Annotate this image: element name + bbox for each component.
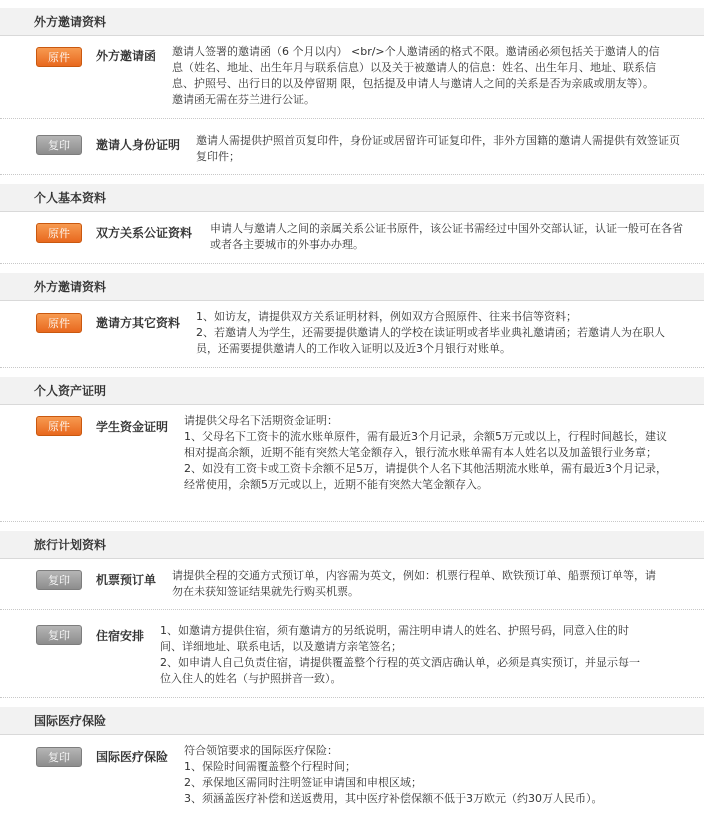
description-line: 请提供父母名下活期资金证明： (184, 414, 338, 427)
requirement-description (172, 568, 658, 600)
section-title: 个人资产证明 (0, 377, 704, 405)
original-button[interactable]: 原件 (36, 313, 82, 333)
dotted-divider (0, 609, 704, 610)
original-button[interactable]: 原件 (36, 416, 82, 436)
description-line: 符合领馆要求的国际医疗保险： (184, 744, 338, 757)
description-line: 请提供全程的交通方式预订单，内容需为英文，例如：机票行程单、欧铁预订单、船票预订单等，请勿在未获知签证结果就先行购买机票。 (172, 569, 656, 598)
copy-button[interactable]: 复印 (36, 625, 82, 645)
requirement-label: 学生资金证明 (96, 420, 169, 434)
original-button[interactable]: 原件 (36, 47, 82, 67)
requirement-description (184, 743, 664, 807)
original-button[interactable]: 原件 (36, 223, 82, 243)
requirement-label: 邀请方其它资料 (96, 316, 181, 330)
requirement-description (210, 221, 688, 253)
description-line: 1、父母名下工资卡的流水账单原件，需有最近3个月记录，余额5万元或以上，行程时间越长，建议相对提高余额，近期不能有突然大笔金额存入，银行流水账单需有本人姓名以及加盖银行业务章； (184, 430, 667, 459)
dotted-divider (0, 118, 704, 119)
section-title: 个人基本资料 (0, 184, 704, 212)
description-line: 1、保险时间需覆盖整个行程时间； (184, 760, 356, 773)
description-line: 2、承保地区需同时注明签证申请国和申根区域； (184, 776, 422, 789)
description-line: 邀请人签署的邀请函（6 个月以内） <br/>个人邀请函的格式不限。邀请函必须包括关于邀请人的信息（姓名、地址、出生年月与联系信息）以及关于被邀请人的信息：姓名、出生年月、地址、联系信息、护照号、出行日的以及停留期 限，包括提及申请人与邀请人之间的关系是否为亲戚或朋友等）。邀请函无需在芬兰进行公证。 (172, 45, 660, 106)
description-line: 2、若邀请人为学生，还需要提供邀请人的学校在读证明或者毕业典礼邀请函；若邀请人为在职人员，还需要提供邀请人的工作收入证明以及近3个月银行对账单。 (196, 326, 665, 355)
description-line: 邀请人需提供护照首页复印件，身份证或居留许可证复印件，非外方国籍的邀请人需提供有效签证页复印件； (196, 134, 680, 163)
requirement-label: 邀请人身份证明 (96, 138, 181, 152)
dotted-divider (0, 367, 704, 368)
requirement-label: 国际医疗保险 (96, 750, 169, 764)
dotted-divider (0, 697, 704, 698)
section-title: 外方邀请资料 (0, 273, 704, 301)
requirement-label: 机票预订单 (96, 573, 157, 587)
description-line: 2、如没有工资卡或工资卡余额不足5万，请提供个人名下其他活期流水账单，需有最近3个月记录，经常使用，余额5万元或以上，近期不能有突然大笔金额存入。 (184, 462, 667, 491)
section-title: 外方邀请资料 (0, 8, 704, 36)
description-line: 申请人与邀请人之间的亲属关系公证书原件，该公证书需经过中国外交部认证，认证一般可在各省或者各主要城市的外事办办理。 (210, 222, 683, 251)
copy-button[interactable]: 复印 (36, 747, 82, 767)
section-title: 旅行计划资料 (0, 531, 704, 559)
requirement-description (196, 309, 676, 357)
requirement-label: 住宿安排 (96, 629, 145, 643)
description-line: 3、须涵盖医疗补偿和送返费用，其中医疗补偿保额不低于3万欧元（约30万人民币）。 (184, 792, 603, 805)
dotted-divider (0, 521, 704, 522)
requirement-label: 双方关系公证资料 (96, 226, 193, 240)
section-title: 国际医疗保险 (0, 707, 704, 735)
requirement-description (184, 413, 676, 493)
copy-button[interactable]: 复印 (36, 135, 82, 155)
requirement-description (160, 623, 644, 687)
copy-button[interactable]: 复印 (36, 570, 82, 590)
description-line: 1、如邀请方提供住宿，须有邀请方的另纸说明，需注明申请人的姓名、护照号码，同意入住的时间、详细地址、联系电话，以及邀请方亲笔签名； (160, 624, 629, 653)
description-line: 2、如申请人自己负责住宿，请提供覆盖整个行程的英文酒店确认单，必须是真实预订，并显示每一位入住人的姓名（与护照拼音一致）。 (160, 656, 640, 685)
requirement-description (196, 133, 682, 165)
dotted-divider (0, 263, 704, 264)
requirement-label: 外方邀请函 (96, 49, 157, 63)
dotted-divider (0, 174, 704, 175)
description-line: 1、如访友，请提供双方关系证明材料，例如双方合照原件、往来书信等资料； (196, 310, 577, 323)
requirement-description (172, 44, 664, 108)
